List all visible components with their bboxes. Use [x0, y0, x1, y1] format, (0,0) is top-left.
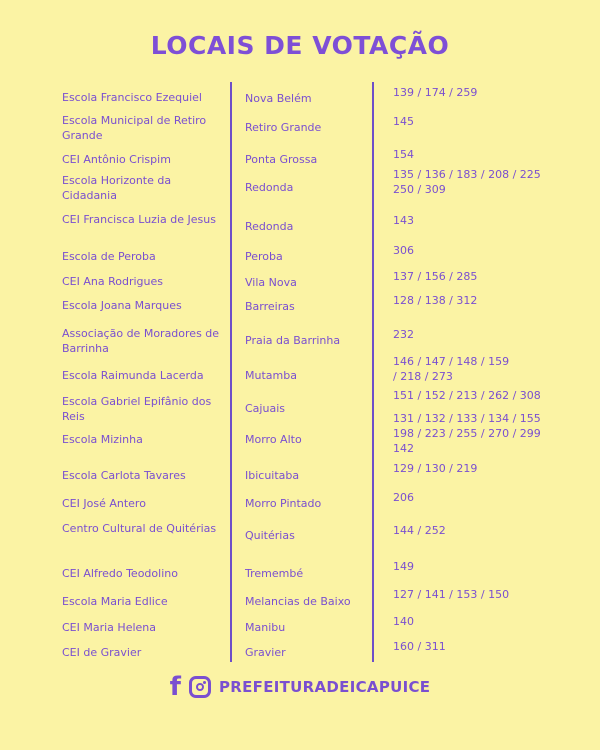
school-name: Escola Francisco Ezequiel [62, 91, 202, 104]
locality-name: Mutamba [245, 369, 297, 382]
section-numbers: 144 / 252 [393, 524, 446, 537]
section-numbers: 154 [393, 148, 414, 161]
locality-name: Retiro Grande [245, 121, 322, 134]
section-numbers: 135 / 136 / 183 / 208 / 225 250 / 309 [393, 168, 541, 196]
school-name: Escola Maria Edlice [62, 595, 168, 608]
section-numbers: 149 [393, 560, 414, 573]
column-divider-right [372, 82, 374, 662]
section-numbers: 137 / 156 / 285 [393, 270, 478, 283]
locality-name: Tremembé [245, 567, 304, 580]
section-numbers: 206 [393, 491, 414, 504]
social-handle[interactable]: PREFEITURADEICAPUICE [218, 678, 431, 696]
school-name: CEI de Gravier [62, 646, 142, 659]
locality-name: Manibu [245, 621, 286, 634]
school-name: CEI José Antero [62, 497, 146, 510]
locality-name: Peroba [245, 250, 283, 263]
instagram-icon[interactable] [189, 676, 211, 698]
school-name: CEI Antônio Crispim [62, 153, 171, 166]
column-divider-left [230, 82, 232, 662]
section-numbers: 143 [393, 214, 414, 227]
page-title: LOCAIS DE VOTAÇÃO [150, 31, 450, 60]
school-name: Escola Horizonte da Cidadania [62, 174, 172, 202]
school-name: Centro Cultural de Quitérias [62, 522, 217, 535]
locality-name: Ibicuitaba [245, 469, 300, 482]
locality-name: Vila Nova [245, 276, 297, 289]
locality-name: Nova Belém [245, 92, 312, 105]
school-name: CEI Ana Rodrigues [62, 275, 163, 288]
section-numbers: 306 [393, 244, 414, 257]
locality-name: Cajuais [245, 402, 285, 415]
locality-name: Redonda [245, 220, 294, 233]
section-numbers: 128 / 138 / 312 [393, 294, 478, 307]
section-numbers: 140 [393, 615, 414, 628]
section-numbers: 160 / 311 [393, 640, 446, 653]
locality-name: Barreiras [245, 300, 295, 313]
section-numbers: 151 / 152 / 213 / 262 / 308 [393, 389, 541, 402]
school-name: Escola Gabriel Epifânio dos Reis [62, 395, 212, 423]
school-name: CEI Alfredo Teodolino [62, 567, 178, 580]
school-name: Escola Joana Marques [62, 299, 182, 312]
school-name: Escola Municipal de Retiro Grande [62, 114, 207, 142]
section-numbers: 127 / 141 / 153 / 150 [393, 588, 510, 601]
section-numbers: 232 [393, 328, 414, 341]
school-name: Associação de Moradores de Barrinha [62, 327, 220, 355]
school-name: CEI Francisca Luzia de Jesus [62, 213, 216, 226]
school-name: CEI Maria Helena [62, 621, 156, 634]
school-name: Escola Carlota Tavares [62, 469, 186, 482]
locality-name: Morro Pintado [245, 497, 322, 510]
locality-name: Melancias de Baixo [245, 595, 351, 608]
school-name: Escola Mizinha [62, 433, 143, 446]
section-numbers: 146 / 147 / 148 / 159 / 218 / 273 [393, 355, 510, 383]
locality-name: Redonda [245, 181, 294, 194]
section-numbers: 139 / 174 / 259 [393, 86, 478, 99]
facebook-icon[interactable]: f [169, 672, 181, 702]
locality-name: Quitérias [245, 529, 295, 542]
school-name: Escola Raimunda Lacerda [62, 369, 204, 382]
section-numbers: 145 [393, 115, 414, 128]
section-numbers: 129 / 130 / 219 [393, 462, 478, 475]
locality-name: Ponta Grossa [245, 153, 318, 166]
locality-name: Gravier [245, 646, 286, 659]
locality-name: Morro Alto [245, 433, 302, 446]
social-footer [0, 674, 600, 700]
locality-name: Praia da Barrinha [245, 334, 341, 347]
school-name: Escola de Peroba [62, 250, 156, 263]
section-numbers: 131 / 132 / 133 / 134 / 155 198 / 223 / 255 / 270 / 299 142 [393, 412, 541, 455]
